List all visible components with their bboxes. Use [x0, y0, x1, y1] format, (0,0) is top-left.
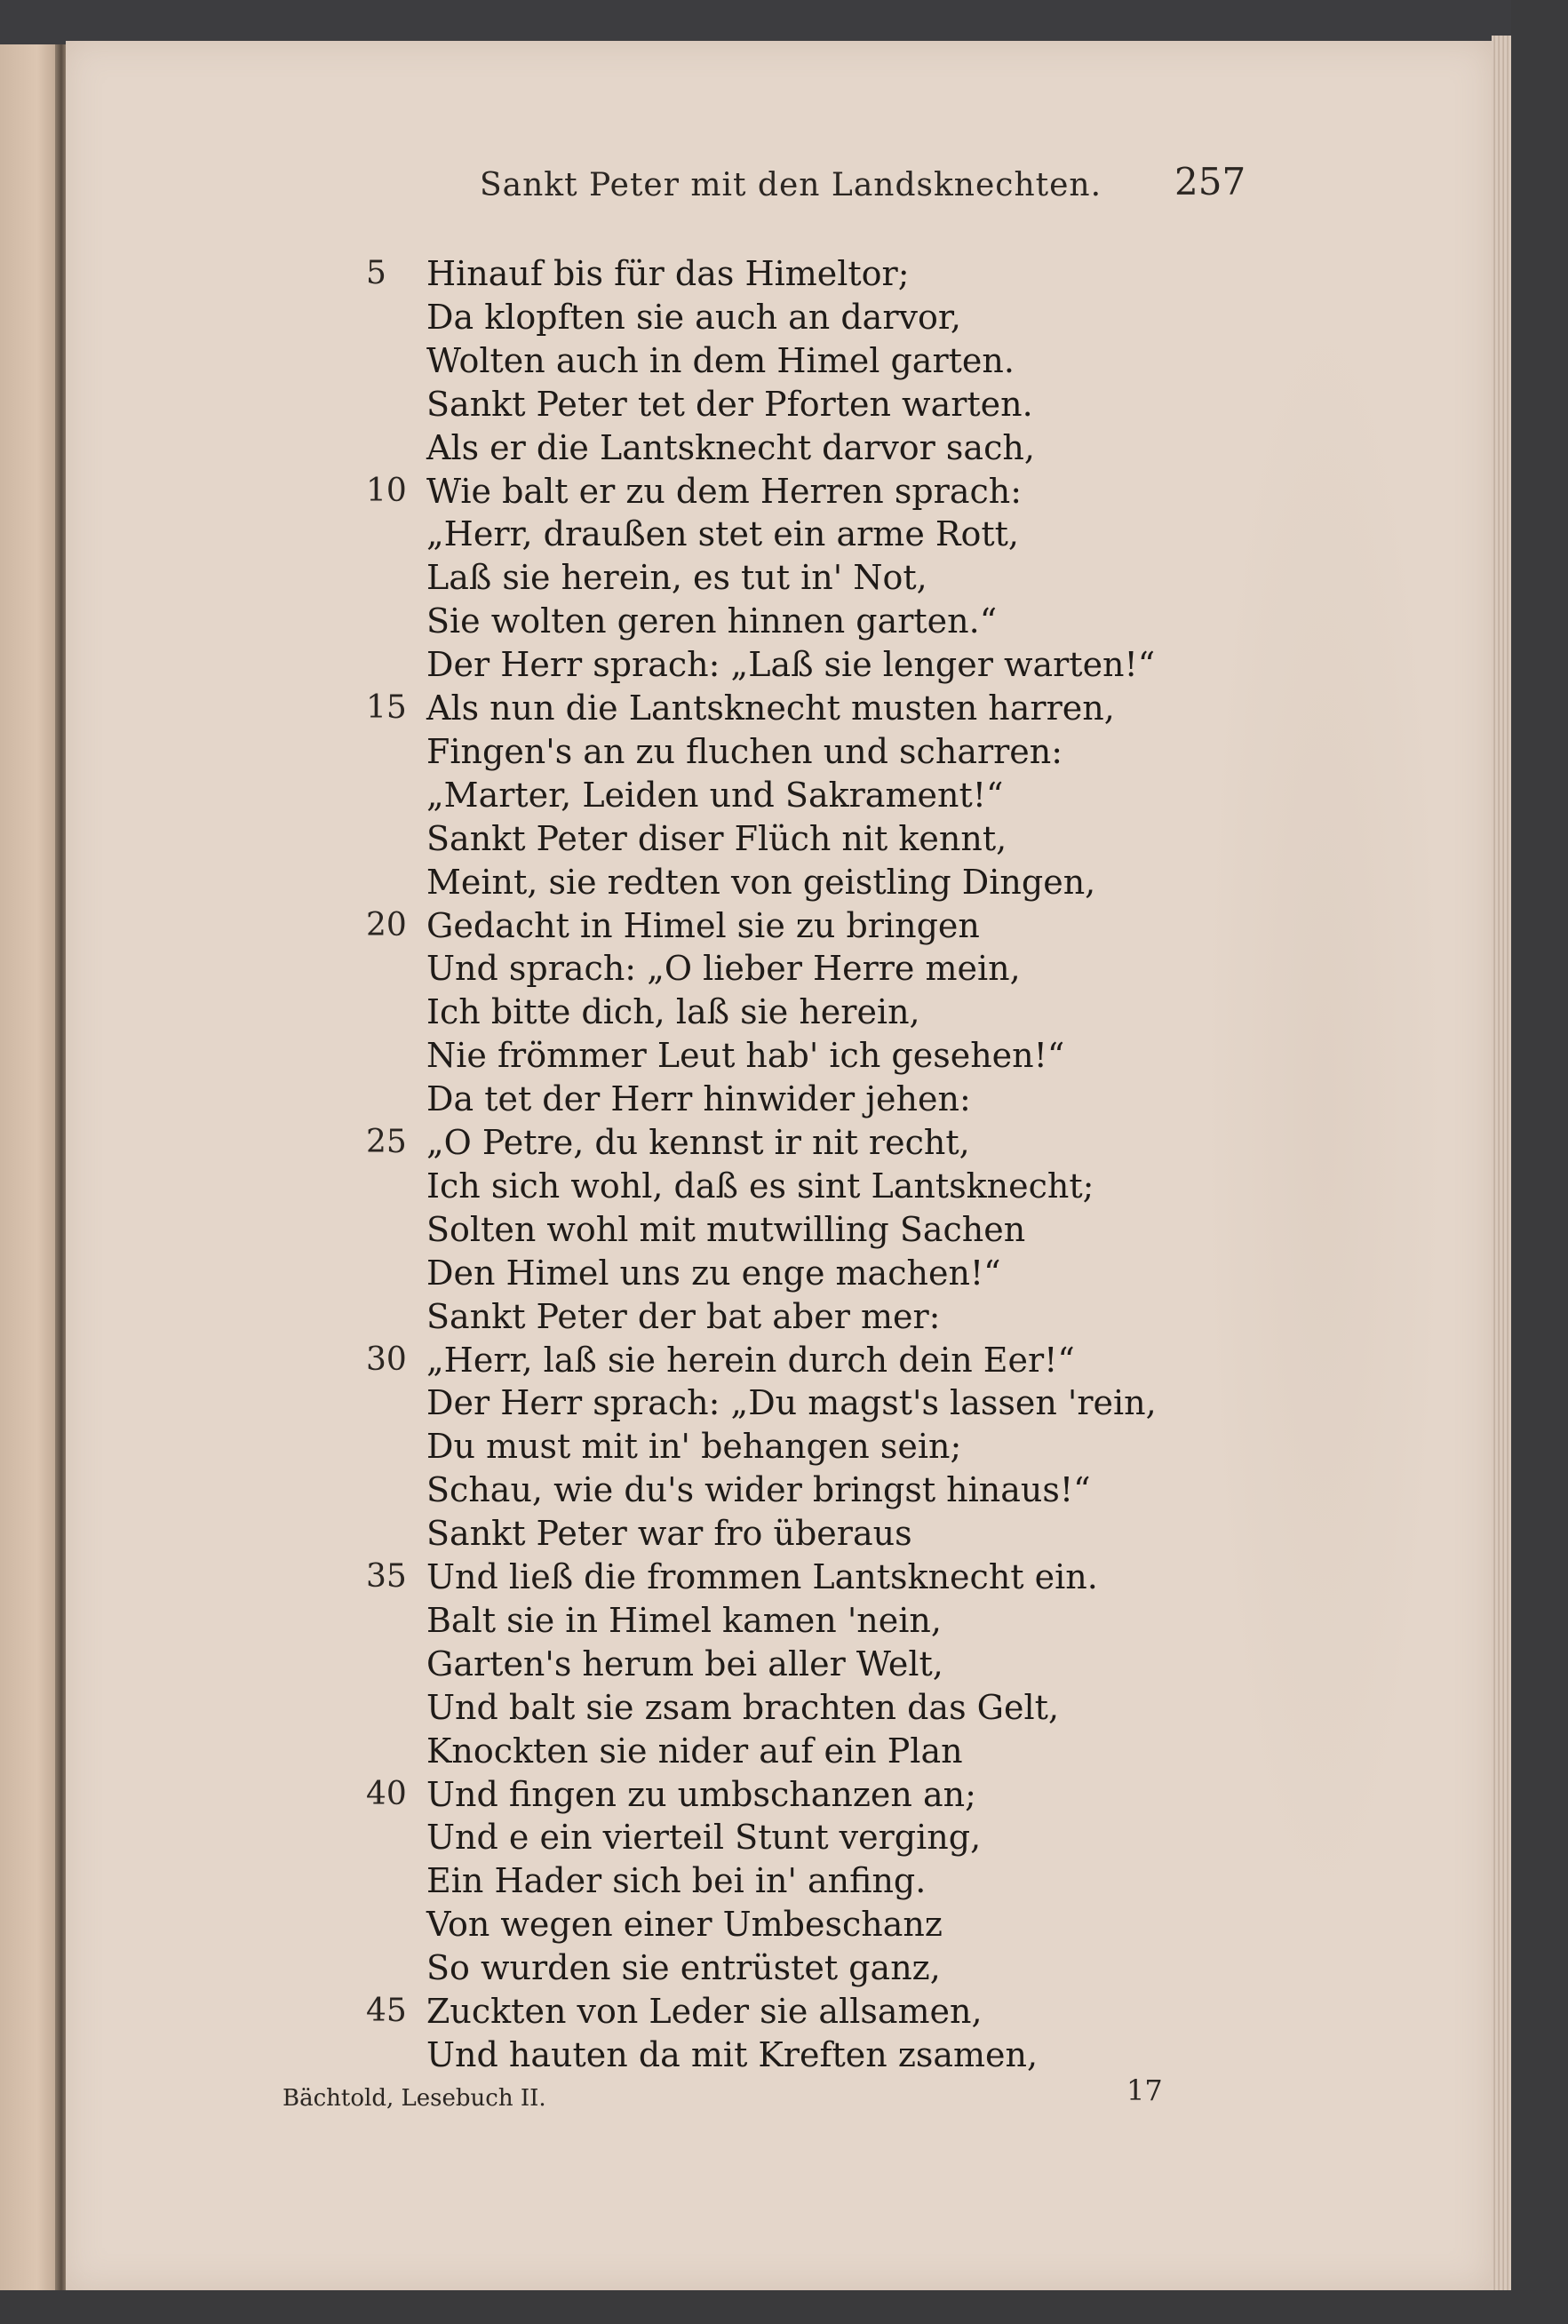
- line-number: 20: [366, 906, 407, 943]
- poem-line: Garten's herum bei aller Welt,: [426, 1644, 943, 1683]
- poem-line: Hinauf bis für das Himeltor;: [426, 254, 910, 293]
- line-number: 10: [366, 472, 407, 509]
- poem-line: „O Petre, du kennst ir nit recht,: [426, 1123, 970, 1162]
- poem-line: So wurden sie entrüstet ganz,: [426, 1948, 941, 1988]
- poem-line: Wolten auch in dem Himel garten.: [426, 340, 1015, 380]
- poem-line: Knockten sie nider auf ein Plan: [426, 1731, 963, 1771]
- scan-background-right: [1511, 0, 1568, 2324]
- poem-line: Wie balt er zu dem Herren sprach:: [426, 471, 1023, 511]
- line-number: 15: [366, 689, 407, 726]
- poem-line: Und sprach: „O lieber Herre mein,: [426, 949, 1021, 989]
- poem-line: Als nun die Lantsknecht musten harren,: [426, 688, 1115, 728]
- poem-line: Zuckten von Leder sie allsamen,: [426, 1992, 983, 2031]
- poem-line: „Herr, draußen stet ein arme Rott,: [426, 514, 1020, 554]
- poem-line: Und e ein vierteil Stunt verging,: [426, 1818, 982, 1858]
- poem-line: Und balt sie zsam brachten das Gelt,: [426, 1687, 1060, 1727]
- poem-line: Gedacht in Himel sie zu bringen: [426, 905, 980, 945]
- line-number: 30: [366, 1341, 407, 1378]
- line-number: 35: [366, 1558, 407, 1595]
- poem-line: Solten wohl mit mutwilling Sachen: [426, 1209, 1026, 1249]
- poem-line: Und hauten da mit Kreften zsamen,: [426, 2034, 1039, 2074]
- poem-line: „Herr, laß sie herein durch dein Eer!“: [426, 1340, 1075, 1380]
- line-number: 5: [366, 255, 386, 291]
- poem-line: Sankt Peter diser Flüch nit kennt,: [426, 818, 1007, 858]
- poem-line: Sankt Peter der bat aber mer:: [426, 1296, 941, 1336]
- poem-line: Sankt Peter war fro überaus: [426, 1514, 912, 1554]
- poem-line: Fingen's an zu fluchen und scharren:: [426, 731, 1063, 771]
- poem-line: Du must mit in' behangen sein;: [426, 1427, 962, 1467]
- line-number: 40: [366, 1775, 407, 1812]
- poem-line: Nie frömmer Leut hab' ich gesehen!“: [426, 1036, 1065, 1076]
- page-number: 257: [1174, 160, 1246, 203]
- signature-mark: 17: [1126, 2073, 1163, 2107]
- poem-line: Und fingen zu umbschanzen an;: [426, 1774, 976, 1814]
- poem-line: Da klopften sie auch an darvor,: [426, 297, 961, 337]
- poem-line: Der Herr sprach: „Laß sie lenger warten!“: [426, 645, 1156, 685]
- line-number: 45: [366, 1993, 407, 2029]
- facing-page-edge: [0, 44, 62, 2310]
- poem-line: Als er die Lantsknecht darvor sach,: [426, 427, 1035, 467]
- poem-line: Ich bitte dich, laß sie herein,: [426, 992, 920, 1032]
- poem-line: Da tet der Herr hinwider jehen:: [426, 1079, 971, 1119]
- running-header: Sankt Peter mit den Landsknechten.: [480, 167, 1102, 203]
- poem-line: Schau, wie du's wider bringst hinaus!“: [426, 1470, 1091, 1510]
- poem-line: „Marter, Leiden und Sakrament!“: [426, 775, 1004, 815]
- line-number: 25: [366, 1124, 407, 1160]
- poem-line: Ich sich wohl, daß es sint Lantsknecht;: [426, 1166, 1094, 1206]
- poem-line: Der Herr sprach: „Du magst's lassen 'rein,: [426, 1383, 1157, 1423]
- footer-book-title: Bächtold, Lesebuch II.: [283, 2085, 546, 2112]
- poem-line: Den Himel uns zu enge machen!“: [426, 1253, 1001, 1293]
- scan-background-bottom: [0, 2290, 1568, 2324]
- poem-line: Sie wolten geren hinnen garten.“: [426, 601, 998, 641]
- poem-line: Meint, sie redten von geistling Dingen,: [426, 862, 1096, 902]
- paper-bleed-through: [1199, 267, 1448, 1954]
- poem-line: Ein Hader sich bei in' anfing.: [426, 1861, 927, 1901]
- poem-line: Von wegen einer Umbeschanz: [426, 1905, 943, 1945]
- poem-line: Sankt Peter tet der Pforten warten.: [426, 384, 1033, 424]
- poem-line: Balt sie in Himel kamen 'nein,: [426, 1600, 942, 1640]
- scan-background-top: [0, 0, 1568, 44]
- poem-line: Laß sie herein, es tut in' Not,: [426, 558, 927, 598]
- page-stack-edge: [1492, 36, 1511, 2310]
- poem-line: Und ließ die frommen Lantsknecht ein.: [426, 1557, 1098, 1596]
